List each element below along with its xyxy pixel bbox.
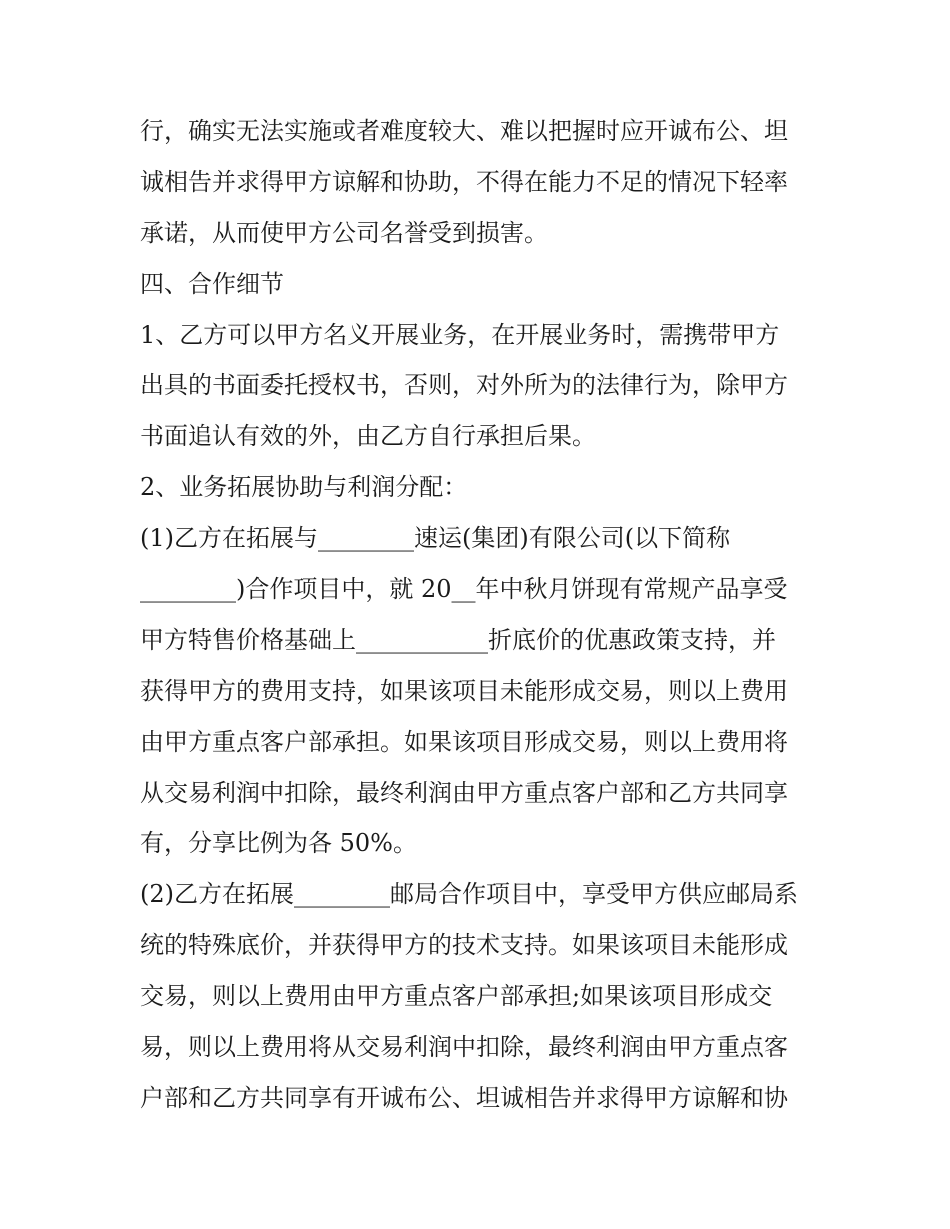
text-line: 诚相告并求得甲方谅解和协助，不得在能力不足的情况下轻率: [140, 167, 788, 196]
document-body: [140, 106, 830, 1124]
text-line: 交易，则以上费用由甲方重点客户部承担;如果该项目形成交: [140, 982, 773, 1011]
text-line: 获得甲方的费用支持，如果该项目未能形成交易，则以上费用: [140, 676, 788, 705]
text-line: 户部和乙方共同享有开诚布公、坦诚相告并求得甲方谅解和协: [140, 1083, 788, 1112]
text-line: 由甲方重点客户部承担。如果该项目形成交易，则以上费用将: [140, 727, 788, 756]
text-line: (1)乙方在拓展与________速运(集团)有限公司(以下简称: [140, 524, 731, 553]
text-line: 有，分享比例为各 50%。: [140, 829, 417, 858]
subsection-heading: 2、业务拓展协助与利润分配：: [140, 473, 468, 502]
section-heading: 四、合作细节: [140, 269, 284, 298]
text-line: 易，则以上费用将从交易利润中扣除，最终利润由甲方重点客: [140, 1033, 788, 1062]
text-line: ________)合作项目中，就 20__年中秋月饼现有常规产品享受: [140, 575, 788, 604]
text-line: 书面追认有效的外，由乙方自行承担后果。: [140, 422, 596, 451]
text-line: 出具的书面委托授权书，否则，对外所为的法律行为，除甲方: [140, 371, 788, 400]
text-line: 甲方特售价格基础上___________折底价的优惠政策支持，并: [140, 625, 776, 654]
text-line: 1、乙方可以甲方名义开展业务，在开展业务时，需携带甲方: [140, 320, 780, 349]
text-line: 从交易利润中扣除，最终利润由甲方重点客户部和乙方共同享: [140, 778, 788, 807]
text-line: (2)乙方在拓展________邮局合作项目中，享受甲方供应邮局系: [140, 880, 798, 909]
text-line: 行，确实无法实施或者难度较大、难以把握时应开诚布公、坦: [140, 117, 788, 145]
text-line: 承诺，从而使甲方公司名誉受到损害。: [140, 218, 548, 247]
text-line: 统的特殊底价，并获得甲方的技术支持。如果该项目未能形成: [140, 931, 788, 960]
